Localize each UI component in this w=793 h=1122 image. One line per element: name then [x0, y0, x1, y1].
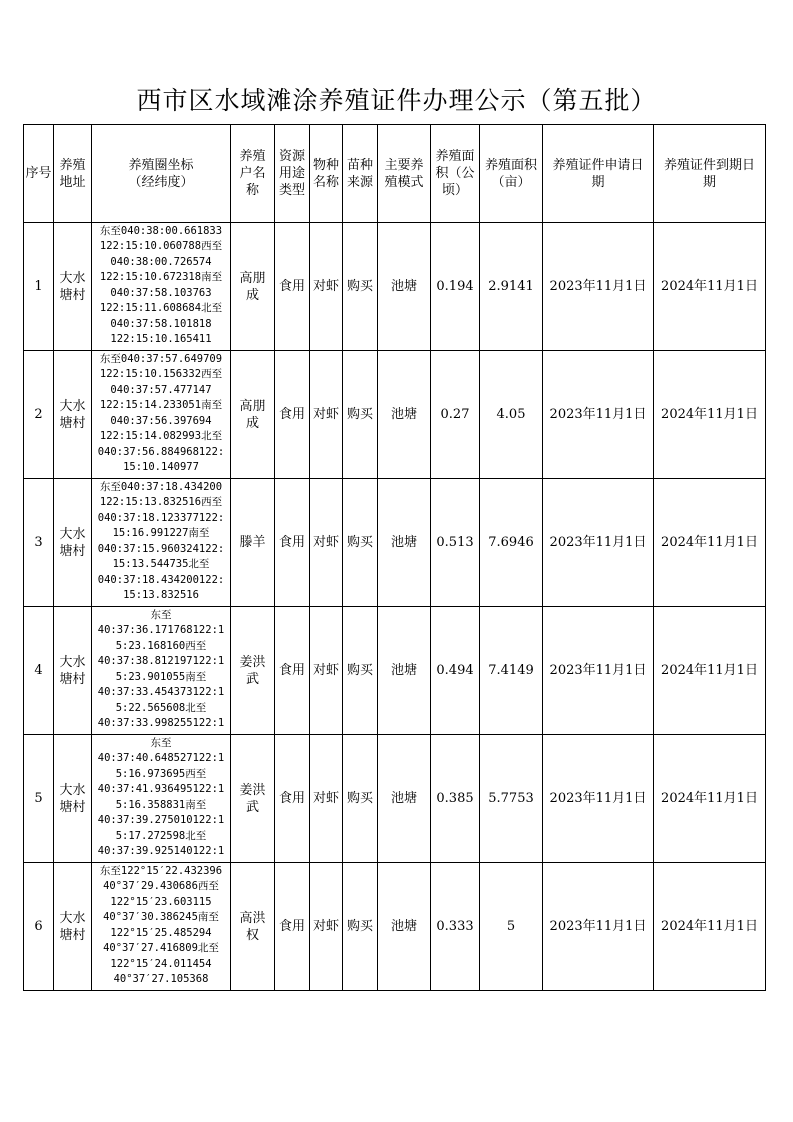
cell-species: 对虾 [310, 223, 343, 351]
cell-address: 大水 塘村 [54, 607, 92, 735]
cell-species: 对虾 [310, 863, 343, 991]
cell-resource: 食用 [275, 351, 310, 479]
header-coords: 养殖圈坐标 （经纬度） [92, 125, 231, 223]
cell-area-mu: 2.9141 [480, 223, 543, 351]
cell-seedling: 购买 [343, 735, 378, 863]
cell-area-mu: 4.05 [480, 351, 543, 479]
coords-text: 东至040:37:57.649709 122:15:10.156332西至 040:37:57.477147 122:15:14.233051南至 040:37:56.397694 122:15:14.082993北至 040:37:56.884968122: 15:10.140977 [97, 352, 225, 473]
cell-address: 大水 塘村 [54, 735, 92, 863]
cell-apply-date: 2023年11月1日 [543, 735, 654, 863]
cell-species: 对虾 [310, 351, 343, 479]
cell-coords [92, 607, 231, 735]
table-row [24, 479, 766, 607]
cell-seedling: 购买 [343, 351, 378, 479]
cell-resource: 食用 [275, 607, 310, 735]
cell-seedling: 购买 [343, 479, 378, 607]
cell-mode: 池塘 [378, 735, 431, 863]
cell-address: 大水 塘村 [54, 479, 92, 607]
cell-expire-date: 2024年11月1日 [654, 479, 766, 607]
coords-text: 东至122°15′22.432396 40°37′29.430686西至 122°15′23.603115 40°37′30.386245南至 122°15′25.485294 40°37′27.416809北至 122°15′24.011454 40°37′27.105368 [99, 864, 223, 985]
coords-text: 东至040:38:00.661833 122:15:10.060788西至 040:38:00.726574 122:15:10.672318南至 040:37:58.103763 122:15:11.608684北至 040:37:58.101818 122:15:10.165411 [99, 224, 223, 345]
table-row [24, 607, 766, 735]
cell-species: 对虾 [310, 607, 343, 735]
cell-resource: 食用 [275, 223, 310, 351]
cell-expire-date: 2024年11月1日 [654, 351, 766, 479]
cell-area-ha: 0.513 [431, 479, 480, 607]
header-seedling: 苗种 来源 [343, 125, 378, 223]
cell-seq: 4 [24, 607, 54, 735]
cell-area-mu: 5 [480, 863, 543, 991]
header-area-mu: 养殖面积 （亩） [480, 125, 543, 223]
cell-address: 大水 塘村 [54, 351, 92, 479]
cell-seq: 6 [24, 863, 54, 991]
cell-seq: 2 [24, 351, 54, 479]
cell-area-mu: 5.7753 [480, 735, 543, 863]
coords-text: 东至 40:37:36.171768122:1 5:23.168160西至 40:37:38.812197122:1 5:23.901055南至 40:37:33.454373122:1 5:22.565608北至 40:37:33.998255122:1 [97, 608, 225, 729]
cell-mode: 池塘 [378, 863, 431, 991]
cell-expire-date: 2024年11月1日 [654, 223, 766, 351]
cell-area-ha: 0.194 [431, 223, 480, 351]
cell-seedling: 购买 [343, 607, 378, 735]
cell-coords [92, 735, 231, 863]
cell-address: 大水 塘村 [54, 863, 92, 991]
header-resource: 资源 用途 类型 [275, 125, 310, 223]
cell-resource: 食用 [275, 735, 310, 863]
cell-apply-date: 2023年11月1日 [543, 223, 654, 351]
cell-owner: 姜洪 武 [231, 735, 275, 863]
table-header-row [24, 125, 766, 223]
table-row [24, 735, 766, 863]
table-row [24, 351, 766, 479]
cell-owner: 高洪 权 [231, 863, 275, 991]
cell-area-ha: 0.27 [431, 351, 480, 479]
cell-owner: 高朋 成 [231, 223, 275, 351]
cell-seedling: 购买 [343, 863, 378, 991]
table-row [24, 863, 766, 991]
header-mode: 主要养 殖模式 [378, 125, 431, 223]
cell-expire-date: 2024年11月1日 [654, 863, 766, 991]
header-address: 养殖 地址 [54, 125, 92, 223]
cell-address: 大水 塘村 [54, 223, 92, 351]
cell-coords [92, 479, 231, 607]
cell-apply-date: 2023年11月1日 [543, 351, 654, 479]
cell-owner: 滕羊 [231, 479, 275, 607]
cell-area-mu: 7.4149 [480, 607, 543, 735]
cell-area-ha: 0.494 [431, 607, 480, 735]
cell-expire-date: 2024年11月1日 [654, 735, 766, 863]
cell-apply-date: 2023年11月1日 [543, 607, 654, 735]
cell-mode: 池塘 [378, 479, 431, 607]
page-title: 西市区水域滩涂养殖证件办理公示（第五批） [136, 86, 657, 115]
cell-resource: 食用 [275, 863, 310, 991]
cell-species: 对虾 [310, 479, 343, 607]
cell-area-ha: 0.333 [431, 863, 480, 991]
cell-expire-date: 2024年11月1日 [654, 607, 766, 735]
cell-resource: 食用 [275, 479, 310, 607]
license-table [23, 124, 766, 991]
cell-species: 对虾 [310, 735, 343, 863]
cell-seq: 3 [24, 479, 54, 607]
cell-owner: 高朋 成 [231, 351, 275, 479]
cell-apply-date: 2023年11月1日 [543, 863, 654, 991]
header-owner: 养殖 户名 称 [231, 125, 275, 223]
cell-coords [92, 863, 231, 991]
header-expire-date: 养殖证件到期日 期 [654, 125, 766, 223]
cell-seedling: 购买 [343, 223, 378, 351]
cell-mode: 池塘 [378, 351, 431, 479]
cell-area-ha: 0.385 [431, 735, 480, 863]
header-area-ha: 养殖面 积（公 顷） [431, 125, 480, 223]
cell-seq: 5 [24, 735, 54, 863]
coords-text: 东至 40:37:40.648527122:1 5:16.973695西至 40:37:41.936495122:1 5:16.358831南至 40:37:39.275010122:1 5:17.272598北至 40:37:39.925140122:1 [97, 736, 225, 857]
cell-seq: 1 [24, 223, 54, 351]
cell-coords [92, 223, 231, 351]
cell-mode: 池塘 [378, 223, 431, 351]
header-apply-date: 养殖证件申请日 期 [543, 125, 654, 223]
header-seq: 序号 [24, 125, 54, 223]
cell-owner: 姜洪 武 [231, 607, 275, 735]
coords-text: 东至040:37:18.434200 122:15:13.832516西至 040:37:18.123377122: 15:16.991227南至 040:37:15.960324122: 15:13.544735北至 040:37:18.434200122: 15:13.832516 [97, 480, 225, 601]
cell-area-mu: 7.6946 [480, 479, 543, 607]
table-row [24, 223, 766, 351]
header-species: 物种 名称 [310, 125, 343, 223]
cell-mode: 池塘 [378, 607, 431, 735]
cell-coords [92, 351, 231, 479]
cell-apply-date: 2023年11月1日 [543, 479, 654, 607]
